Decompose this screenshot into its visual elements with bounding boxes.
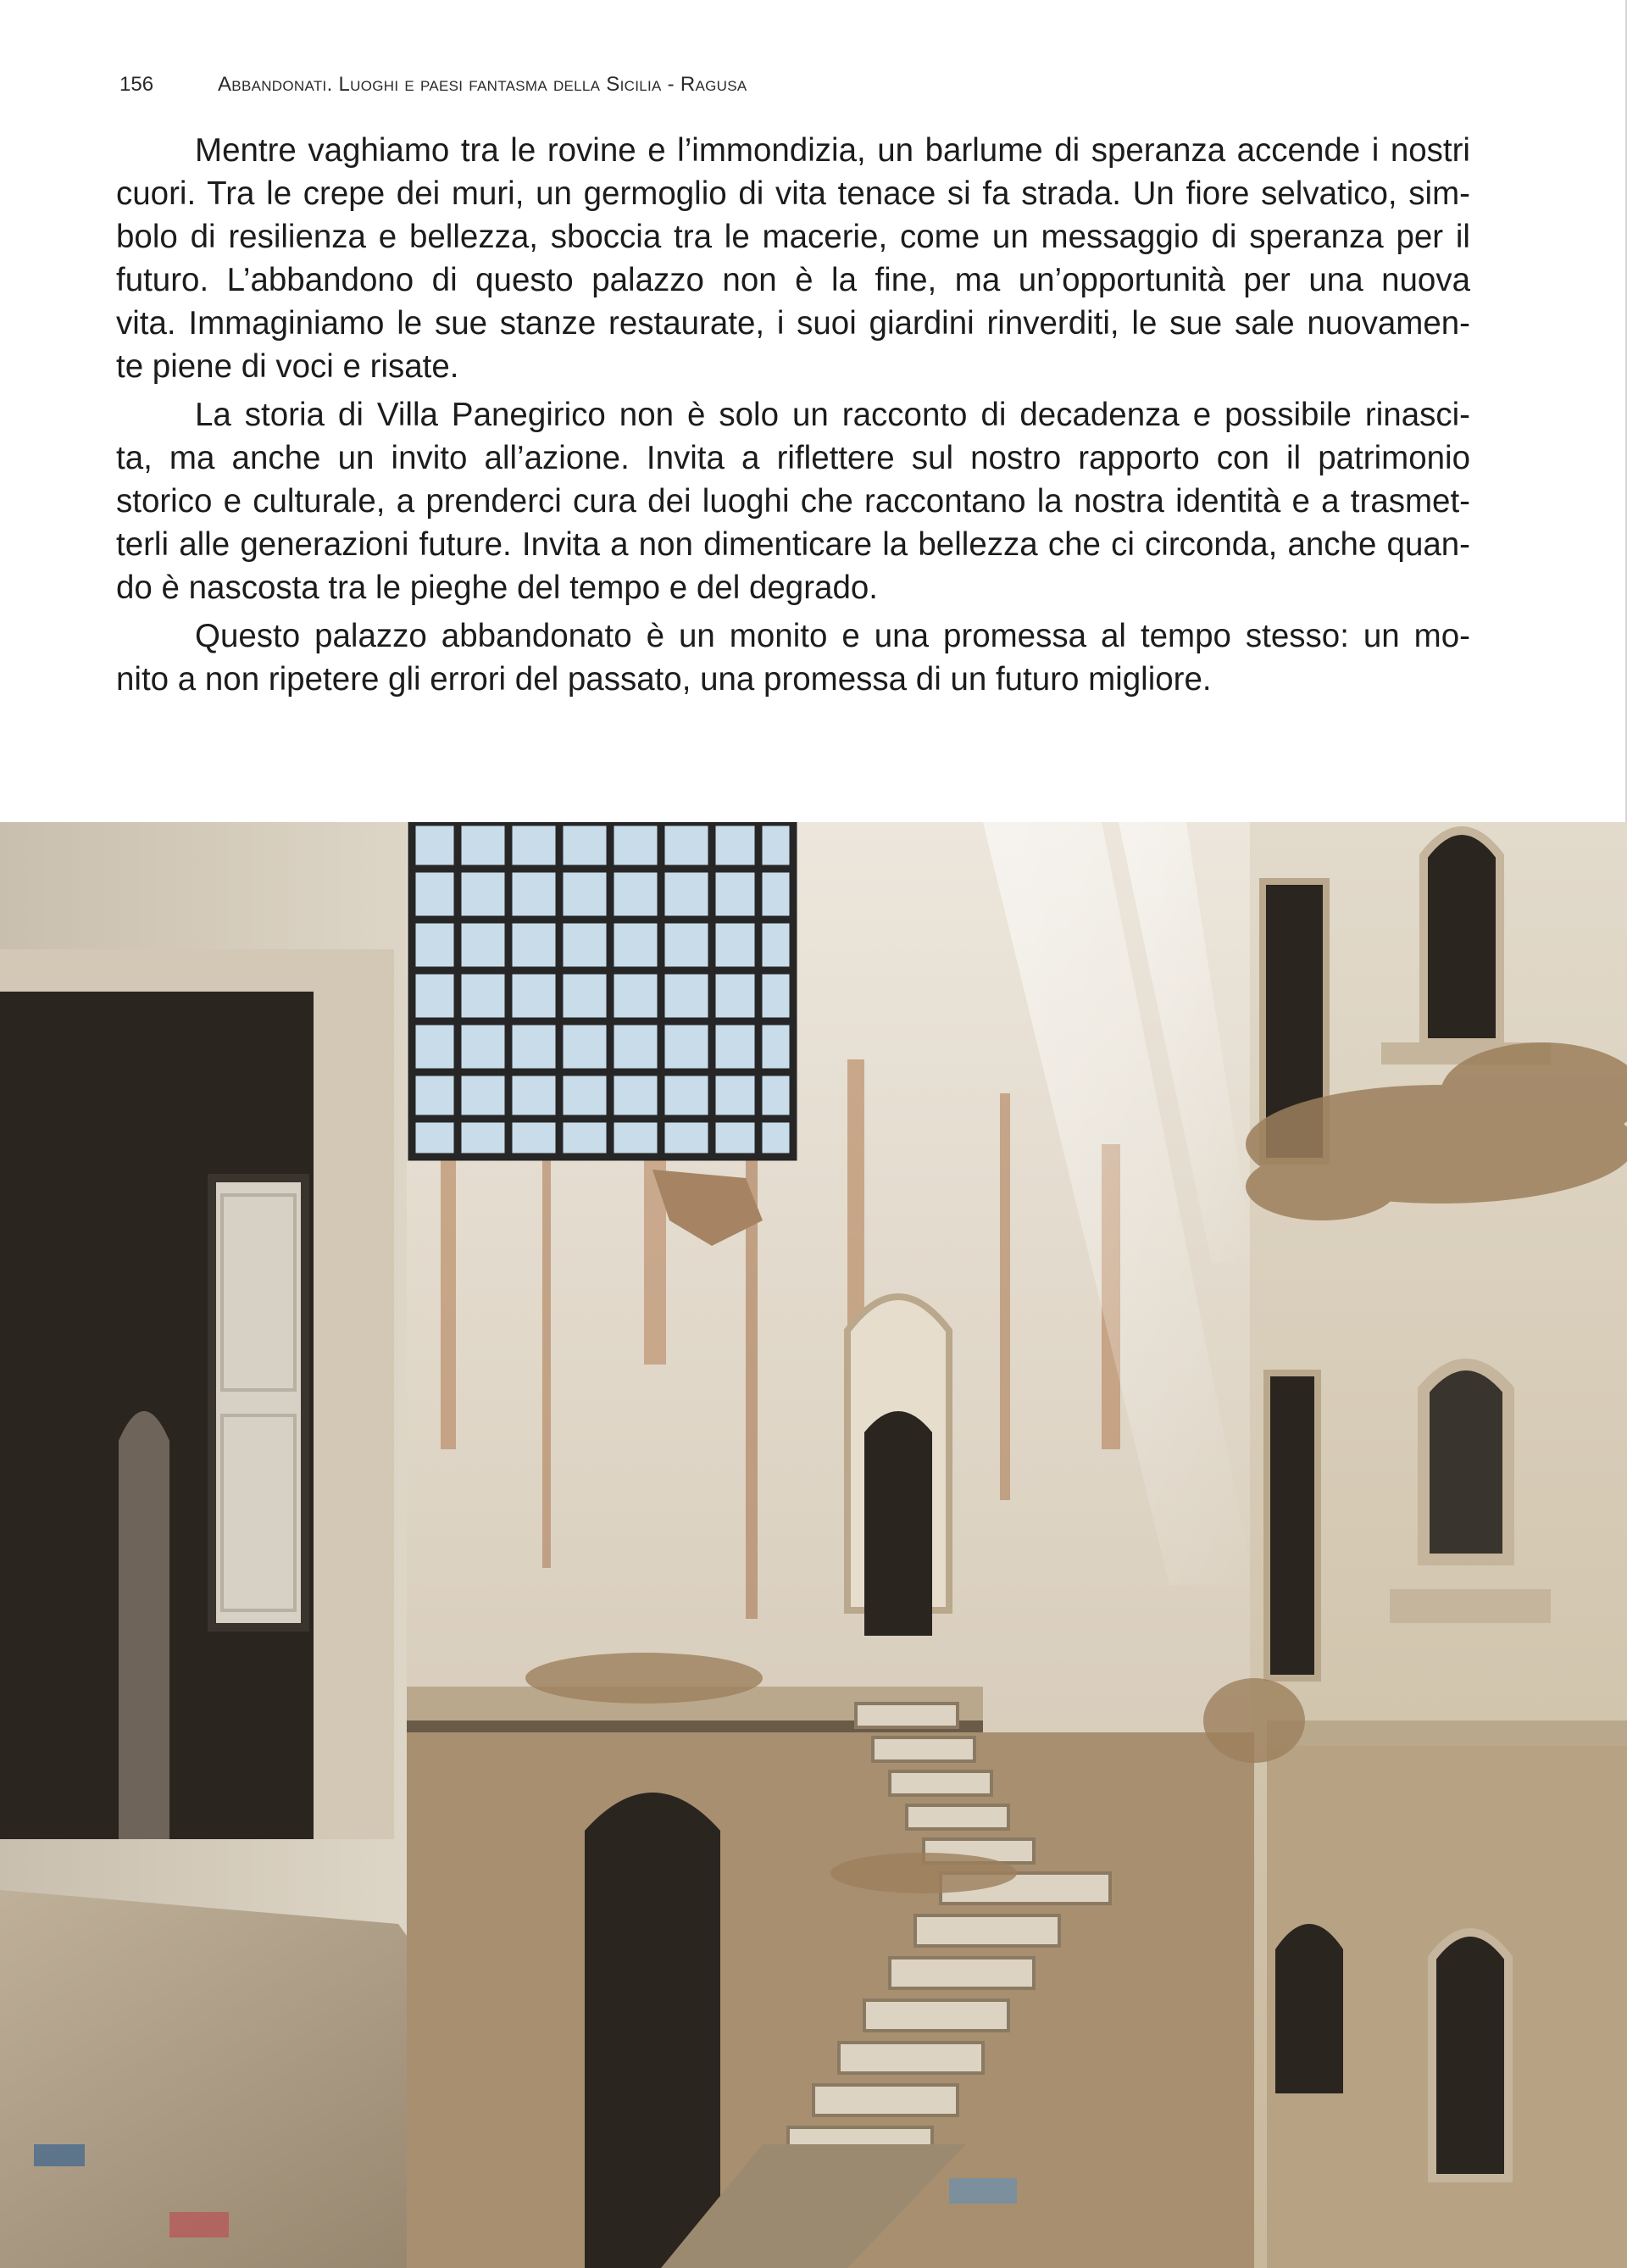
text-line: ta, ma anche un invito all’azione. Invita a riflettere sul nostro rapporto con il patrimonio: [116, 440, 1470, 476]
paragraph-1: [116, 129, 1470, 388]
paragraph-3: [116, 614, 1470, 701]
text-line: nito a non ripetere gli errori del passato, una promessa di un futuro migliore.: [116, 661, 1212, 698]
text-line: cuori. Tra le crepe dei muri, un germoglio di vita tenace si fa strada. Un fiore selvatico, sim-: [116, 175, 1470, 212]
text-line: Mentre vaghiamo tra le rovine e l’immondizia, un barlume di speranza accende i nostri: [195, 132, 1470, 169]
running-header: [119, 73, 1475, 102]
text-line: La storia di Villa Panegirico non è solo un racconto di decadenza e possibile rinasci-: [195, 397, 1470, 433]
text-line: do è nascosta tra le pieghe del tempo e del degrado.: [116, 570, 878, 606]
text-line: terli alle generazioni future. Invita a non dimenticare la bellezza che ci circonda, anche quan-: [116, 526, 1470, 563]
text-line: storico e culturale, a prenderci cura dei luoghi che raccontano la nostra identità e a trasmet-: [116, 483, 1470, 520]
text-line: futuro. L’abbandono di questo palazzo non è la fine, ma un’opportunità per una nuova: [116, 262, 1470, 298]
paragraph-2: [116, 393, 1470, 609]
text-line: te piene di voci e risate.: [116, 348, 459, 385]
text-line: bolo di resilienza e bellezza, sboccia tra le macerie, come un messaggio di speranza per il: [116, 219, 1470, 255]
body-text: [116, 129, 1470, 706]
page-number: 156: [119, 73, 154, 96]
running-title: Abbandonati. Luoghi e paesi fantasma della Sicilia - Ragusa: [218, 73, 747, 96]
text-line: vita. Immaginiamo le sue stanze restaurate, i suoi giardini rinverditi, le sue sale nuovamen-: [116, 305, 1470, 342]
courtyard-photo: [0, 822, 1627, 2268]
text-line: Questo palazzo abbandonato è un monito e una promessa al tempo stesso: un mo-: [195, 618, 1470, 654]
